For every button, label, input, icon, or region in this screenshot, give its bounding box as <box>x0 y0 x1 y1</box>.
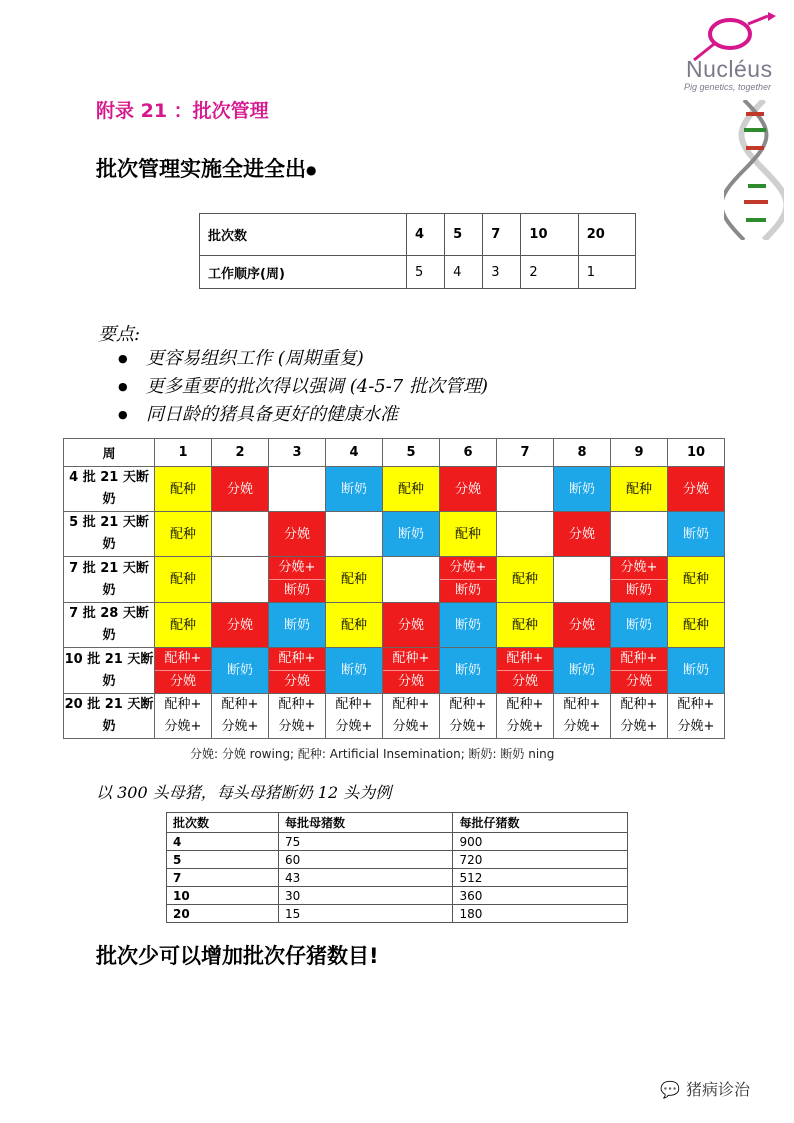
table-row <box>64 648 725 694</box>
schedule-header-cell: 7 <box>497 439 554 467</box>
schedule-header-cell: 2 <box>212 439 269 467</box>
work-order-cell: 3 <box>483 256 521 289</box>
schedule-cell <box>554 557 611 603</box>
schedule-cell <box>269 694 326 739</box>
schedule-cell <box>326 648 383 694</box>
schedule-cell-text: 配种+ <box>677 697 715 712</box>
schedule-cell <box>497 648 554 694</box>
logo-tagline: Pig genetics, together <box>684 82 772 92</box>
schedule-cell <box>212 512 269 557</box>
schedule-cell <box>440 467 497 512</box>
schedule-cell <box>497 512 554 557</box>
schedule-cell <box>326 512 383 557</box>
schedule-cell <box>611 694 668 739</box>
schedule-cell-text: 分娩 <box>625 674 652 689</box>
main-heading-text: 批次管理实施全进全出 <box>96 157 306 181</box>
table-header-row <box>167 813 628 833</box>
schedule-cell <box>497 467 554 512</box>
schedule-cell-text: 断奶 <box>283 583 310 598</box>
schedule-cell <box>440 694 497 739</box>
schedule-cell-text: 分娩+ <box>611 557 667 580</box>
dna-helix-image <box>724 100 784 240</box>
schedule-cell <box>440 648 497 694</box>
schedule-cell-text: 配种 <box>397 481 424 497</box>
list-item: ● 同日龄的猪具备更好的健康水准 <box>118 404 398 425</box>
table-row <box>167 833 628 851</box>
schedule-cell <box>269 512 326 557</box>
schedule-cell-text: 配种+ <box>497 648 553 671</box>
schedule-legend: 分娩: 分娩 rowing; 配种: Artificial Insemination; 断奶: 断奶 ning <box>190 747 555 761</box>
schedule-cell-text: 配种 <box>340 572 367 587</box>
schedule-cell-text: 断奶 <box>625 583 652 598</box>
schedule-cell-text: 分娩 <box>511 674 538 689</box>
schedule-row-label: 20 批 21 天断奶 <box>64 694 155 739</box>
table-header-cell: 每批母猪数 <box>279 813 453 833</box>
schedule-cell <box>497 557 554 603</box>
schedule-cell <box>383 512 440 557</box>
schedule-cell-text: 断奶 <box>682 663 709 678</box>
keypoints-title: 要点: <box>98 324 141 345</box>
schedule-cell-text: 断奶 <box>226 663 253 678</box>
schedule-cell-text: 配种+ <box>383 648 439 671</box>
logo-brand: Nucléus <box>686 56 773 82</box>
list-item: ● 更多重要的批次得以强调 (4-5-7 批次管理) <box>118 376 489 397</box>
table-cell: 10 <box>167 887 279 905</box>
schedule-cell <box>668 557 725 603</box>
batch-count-table <box>199 213 636 289</box>
schedule-cell-text: 分娩 <box>682 481 709 497</box>
schedule-cell-text: 断奶 <box>568 481 595 497</box>
keypoint-text: 更容易组织工作 (周期重复) <box>146 348 364 369</box>
batch-count-cell: 5 <box>445 214 483 256</box>
schedule-cell <box>155 694 212 739</box>
table-cell: 7 <box>167 869 279 887</box>
schedule-cell-text: 断奶 <box>340 663 367 678</box>
schedule-cell <box>269 467 326 512</box>
table-cell: 30 <box>279 887 453 905</box>
schedule-cell-text: 配种 <box>682 572 709 587</box>
schedule-cell <box>440 557 497 603</box>
table-row <box>64 603 725 648</box>
table-cell: 5 <box>167 851 279 869</box>
table-cell: 75 <box>279 833 453 851</box>
footer-text: 猪病诊治 <box>686 1080 751 1099</box>
schedule-header-cell: 8 <box>554 439 611 467</box>
schedule-cell <box>155 648 212 694</box>
schedule-cell-text: 断奶 <box>397 526 424 542</box>
schedule-cell <box>554 467 611 512</box>
table-header-cell: 每批仔猪数 <box>453 813 628 833</box>
litter-table-body <box>167 813 628 923</box>
schedule-cell-text: 配种+ <box>506 697 544 712</box>
schedule-cell-text: 配种 <box>340 617 367 633</box>
schedule-cell <box>668 648 725 694</box>
schedule-cell <box>554 694 611 739</box>
batch-count-label: 批次数 <box>200 214 407 256</box>
schedule-cell <box>611 467 668 512</box>
schedule-cell <box>383 603 440 648</box>
schedule-cell-text: 分娩+ <box>440 557 496 580</box>
schedule-cell-text: 分娩+ <box>677 719 715 734</box>
schedule-header-week: 周 <box>64 439 155 467</box>
table-cell: 720 <box>453 851 628 869</box>
schedule-cell-text: 断奶 <box>283 617 310 633</box>
keypoint-text: 同日龄的猪具备更好的健康水准 <box>146 404 398 425</box>
schedule-cell-text: 配种 <box>511 572 538 587</box>
schedule-cell <box>269 648 326 694</box>
schedule-cell-text: 分娩+ <box>392 719 430 734</box>
schedule-cell <box>155 512 212 557</box>
schedule-cell <box>497 603 554 648</box>
batch-count-cell: 20 <box>578 214 635 256</box>
schedule-cell <box>611 603 668 648</box>
schedule-cell <box>611 512 668 557</box>
table-cell: 43 <box>279 869 453 887</box>
conclusion-text: 批次少可以增加批次仔猪数目 <box>96 944 369 968</box>
table-cell: 15 <box>279 905 453 923</box>
schedule-cell <box>611 557 668 603</box>
example-title: 以 300 头母猪，每头母猪断奶 12 头为例 <box>96 783 392 802</box>
schedule-cell-text: 断奶 <box>454 583 481 598</box>
schedule-row-label: 10 批 21 天断奶 <box>64 648 155 694</box>
table-cell: 512 <box>453 869 628 887</box>
schedule-cell-text: 配种 <box>682 617 709 633</box>
wechat-icon: 💬 <box>660 1080 680 1099</box>
schedule-cell-text: 分娩 <box>397 674 424 689</box>
schedule-cell-text: 断奶 <box>454 617 481 633</box>
table-row <box>167 851 628 869</box>
schedule-row-label: 7 批 28 天断奶 <box>64 603 155 648</box>
schedule-cell-text: 分娩 <box>226 617 253 633</box>
schedule-cell <box>440 603 497 648</box>
schedule-row-label: 4 批 21 天断奶 <box>64 467 155 512</box>
schedule-cell <box>668 512 725 557</box>
schedule-cell <box>155 603 212 648</box>
schedule-cell-text: 分娩 <box>283 526 310 542</box>
list-item: ● 更容易组织工作 (周期重复) <box>118 348 364 369</box>
table-header-cell: 批次数 <box>167 813 279 833</box>
schedule-cell-text: 配种 <box>169 572 196 587</box>
schedule-cell <box>383 694 440 739</box>
schedule-cell-text: 分娩+ <box>506 719 544 734</box>
schedule-cell-text: 分娩+ <box>164 719 202 734</box>
batch-count-cell: 7 <box>483 214 521 256</box>
table-cell: 900 <box>453 833 628 851</box>
schedule-cell <box>212 557 269 603</box>
schedule-cell <box>326 467 383 512</box>
schedule-cell-text: 分娩+ <box>278 719 316 734</box>
schedule-cell-text: 断奶 <box>340 481 367 497</box>
schedule-cell-text: 分娩+ <box>620 719 658 734</box>
schedule-cell <box>554 512 611 557</box>
schedule-cell <box>326 557 383 603</box>
schedule-cell-text: 配种+ <box>269 648 325 671</box>
schedule-cell <box>155 557 212 603</box>
schedule-header-cell: 10 <box>668 439 725 467</box>
table-row <box>64 467 725 512</box>
schedule-cell-text: 断奶 <box>454 663 481 678</box>
schedule-cell-text: 分娩 <box>226 481 253 497</box>
schedule-cell-text: 配种+ <box>620 697 658 712</box>
schedule-cell-text: 配种+ <box>611 648 667 671</box>
schedule-row-label: 5 批 21 天断奶 <box>64 512 155 557</box>
schedule-cell <box>383 467 440 512</box>
schedule-cell-text: 配种+ <box>278 697 316 712</box>
work-order-cell: 1 <box>578 256 635 289</box>
table-row <box>64 557 725 603</box>
table-cell: 20 <box>167 905 279 923</box>
schedule-cell-text: 配种+ <box>392 697 430 712</box>
work-order-cell: 5 <box>407 256 445 289</box>
schedule-cell <box>269 557 326 603</box>
schedule-cell-text: 配种+ <box>563 697 601 712</box>
schedule-cell <box>440 512 497 557</box>
batch-count-cell: 10 <box>521 214 578 256</box>
schedule-cell <box>212 603 269 648</box>
table-row <box>64 512 725 557</box>
table-row <box>167 869 628 887</box>
schedule-cell <box>383 648 440 694</box>
schedule-cell <box>383 557 440 603</box>
schedule-cell-text: 配种 <box>511 617 538 633</box>
schedule-cell-text: 分娩 <box>169 674 196 689</box>
schedule-cell-text: 分娩 <box>568 617 595 633</box>
schedule-cell <box>326 603 383 648</box>
batch-schedule-table <box>63 438 725 739</box>
schedule-cell-text: 分娩 <box>568 526 595 542</box>
table-row <box>167 887 628 905</box>
schedule-cell-text: 分娩 <box>454 481 481 497</box>
schedule-header-cell: 1 <box>155 439 212 467</box>
schedule-header-cell: 9 <box>611 439 668 467</box>
keypoints-list <box>118 345 488 429</box>
schedule-cell-text: 分娩+ <box>563 719 601 734</box>
schedule-cell-text: 分娩+ <box>221 719 259 734</box>
table-cell: 60 <box>279 851 453 869</box>
schedule-cell <box>212 648 269 694</box>
schedule-header-cell: 4 <box>326 439 383 467</box>
schedule-cell-text: 断奶 <box>682 526 709 542</box>
schedule-header-cell: 3 <box>269 439 326 467</box>
table-row <box>167 905 628 923</box>
main-heading: 批次管理实施全进全出● <box>96 157 317 181</box>
schedule-cell-text: 配种+ <box>335 697 373 712</box>
schedule-cell <box>611 648 668 694</box>
schedule-cell <box>155 467 212 512</box>
schedule-header-cell: 5 <box>383 439 440 467</box>
schedule-cell-text: 分娩+ <box>335 719 373 734</box>
schedule-cell-text: 配种+ <box>164 697 202 712</box>
schedule-cell <box>668 694 725 739</box>
schedule-cell <box>668 467 725 512</box>
schedule-cell-text: 配种 <box>169 481 196 497</box>
schedule-cell <box>212 694 269 739</box>
schedule-cell <box>269 603 326 648</box>
schedule-cell-text: 配种+ <box>449 697 487 712</box>
schedule-cell <box>554 603 611 648</box>
conclusion-heading: 批次少可以增加批次仔猪数目! <box>96 944 379 968</box>
schedule-header-row <box>64 439 725 467</box>
appendix-title: 附录 21 ：批次管理 <box>96 100 269 122</box>
batch-count-cell: 4 <box>407 214 445 256</box>
schedule-cell-text: 分娩+ <box>269 557 325 580</box>
schedule-cell-text: 断奶 <box>568 663 595 678</box>
schedule-cell-text: 配种 <box>454 526 481 542</box>
schedule-cell <box>554 648 611 694</box>
keypoint-text: 更多重要的批次得以强调 (4-5-7 批次管理) <box>146 376 489 397</box>
schedule-cell-text: 分娩+ <box>449 719 487 734</box>
schedule-cell-text: 断奶 <box>625 617 652 633</box>
schedule-cell-text: 分娩 <box>397 617 424 633</box>
work-order-cell: 4 <box>445 256 483 289</box>
schedule-cell-text: 配种+ <box>155 648 211 671</box>
schedule-body <box>64 467 725 739</box>
schedule-cell-text: 配种 <box>169 526 196 542</box>
table-row <box>64 694 725 739</box>
table-cell: 4 <box>167 833 279 851</box>
schedule-cell <box>497 694 554 739</box>
schedule-header-cell: 6 <box>440 439 497 467</box>
schedule-cell-text: 配种+ <box>221 697 259 712</box>
schedule-cell-text: 分娩 <box>283 674 310 689</box>
table-cell: 360 <box>453 887 628 905</box>
work-order-label: 工作顺序(周) <box>200 256 407 289</box>
litter-size-table <box>166 812 628 923</box>
footer-watermark <box>660 1077 750 1100</box>
schedule-cell <box>212 467 269 512</box>
table-cell: 180 <box>453 905 628 923</box>
schedule-cell <box>326 694 383 739</box>
schedule-cell <box>668 603 725 648</box>
schedule-cell-text: 配种 <box>169 617 196 633</box>
work-order-cell: 2 <box>521 256 578 289</box>
schedule-row-label: 7 批 21 天断奶 <box>64 557 155 603</box>
schedule-cell-text: 配种 <box>625 481 652 497</box>
